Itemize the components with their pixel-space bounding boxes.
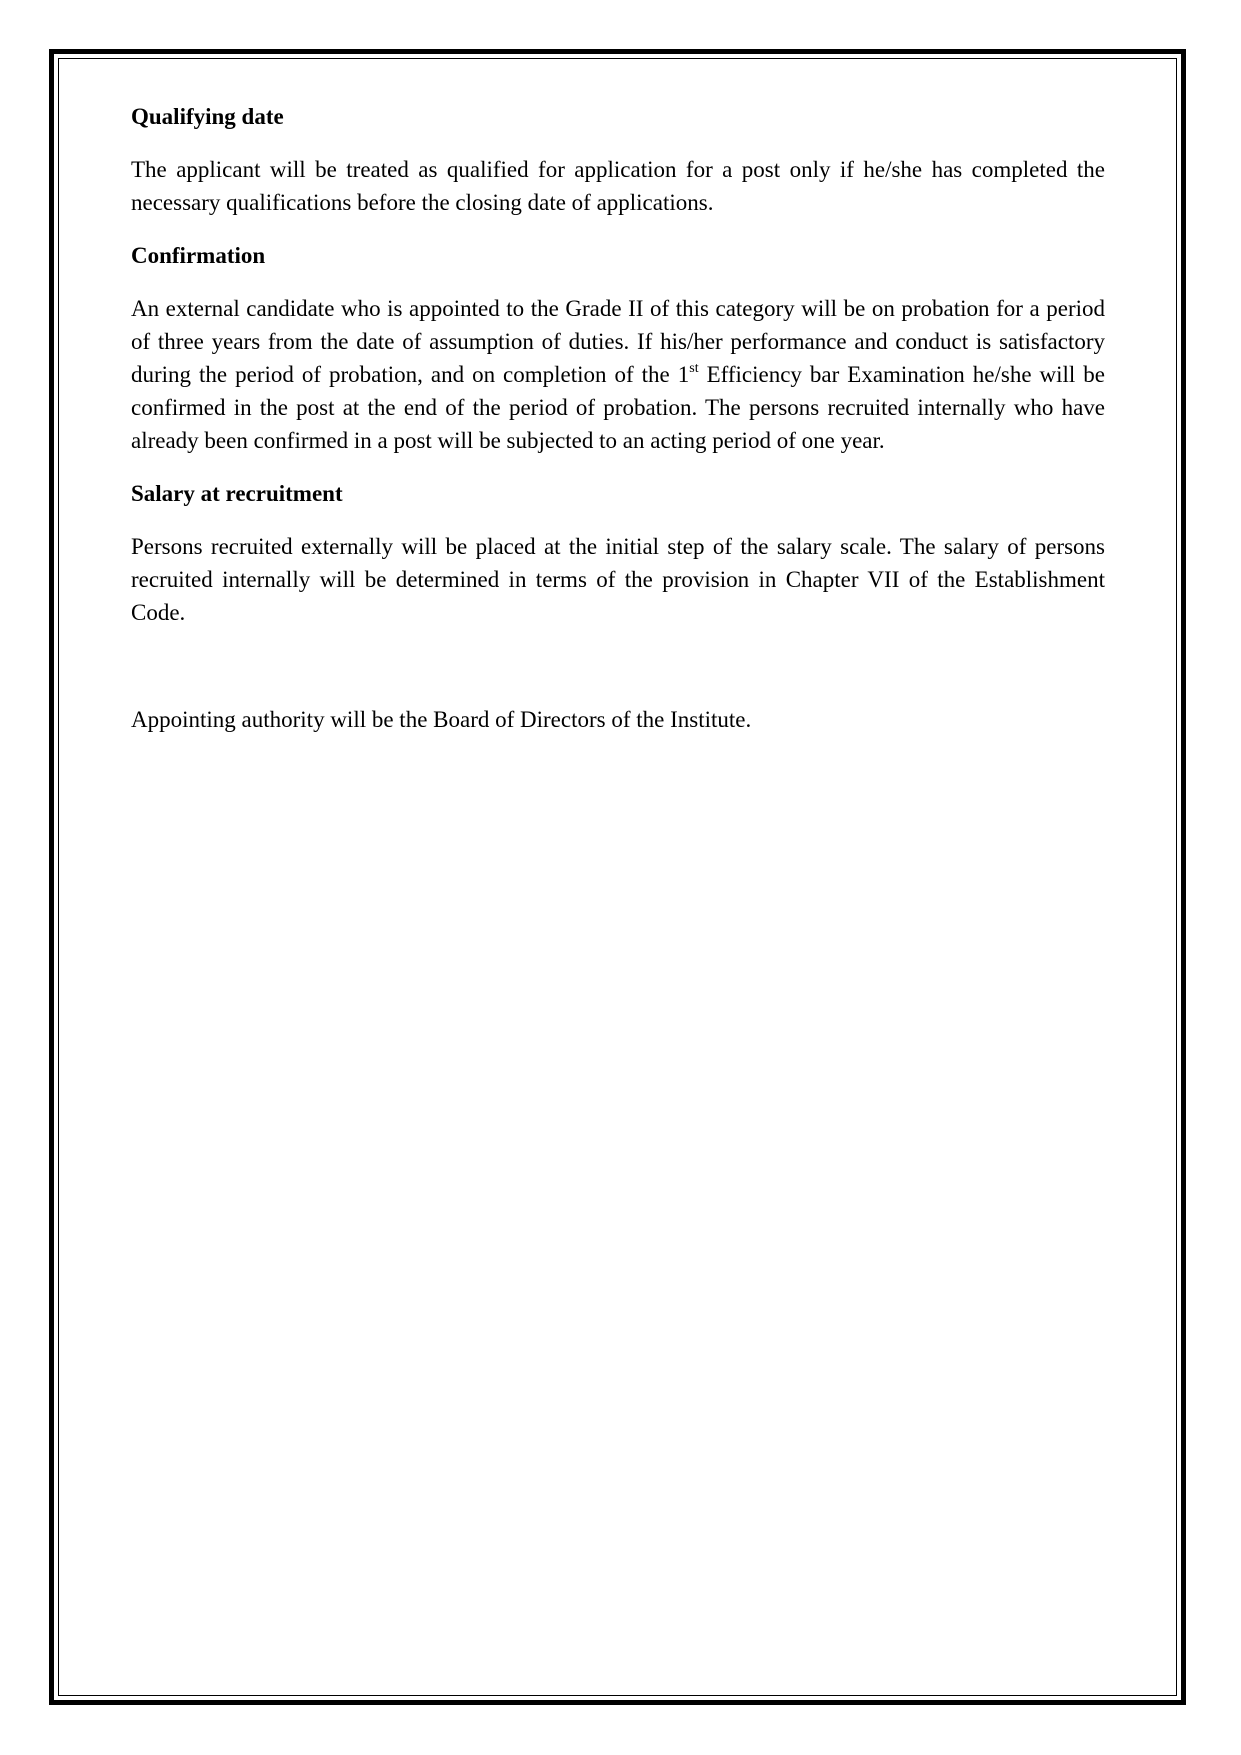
section-heading-qualifying-date: Qualifying date — [131, 104, 284, 129]
confirmation-text-part-1: An external candidate who is appointed to the Grade II of this category will be on probation for a period of three years from the date of assumption of duties. If his/her performance and conduct is satisfactory during the period of probation, and on completion of the 1 — [131, 296, 1105, 387]
section-text-salary-at-recruitment: Persons recruited externally will be placed at the initial step of the salary scale. The salary of persons recruited internally will be determined in terms of the provision in Chapter VII of the Establishment Code. — [131, 534, 1105, 625]
section-heading-confirmation: Confirmation — [131, 243, 266, 268]
section-text-qualifying-date: The applicant will be treated as qualified for application for a post only if he/she has completed the necessary qualifications before the closing date of applications. — [131, 157, 1105, 215]
document-body — [131, 100, 1105, 736]
section-heading-salary-at-recruitment: Salary at recruitment — [131, 481, 343, 506]
closing-statement: Appointing authority will be the Board of Directors of the Institute. — [131, 707, 752, 732]
ordinal-superscript: st — [689, 361, 699, 377]
confirmation-text-part-2: Efficiency bar Examination he/she will be confirmed in the post at the end of the period of probation. The persons recruited internally who have already been confirmed in a post will be subjected to an acting period of one year. — [131, 362, 1105, 453]
section-text-confirmation — [131, 292, 1105, 457]
